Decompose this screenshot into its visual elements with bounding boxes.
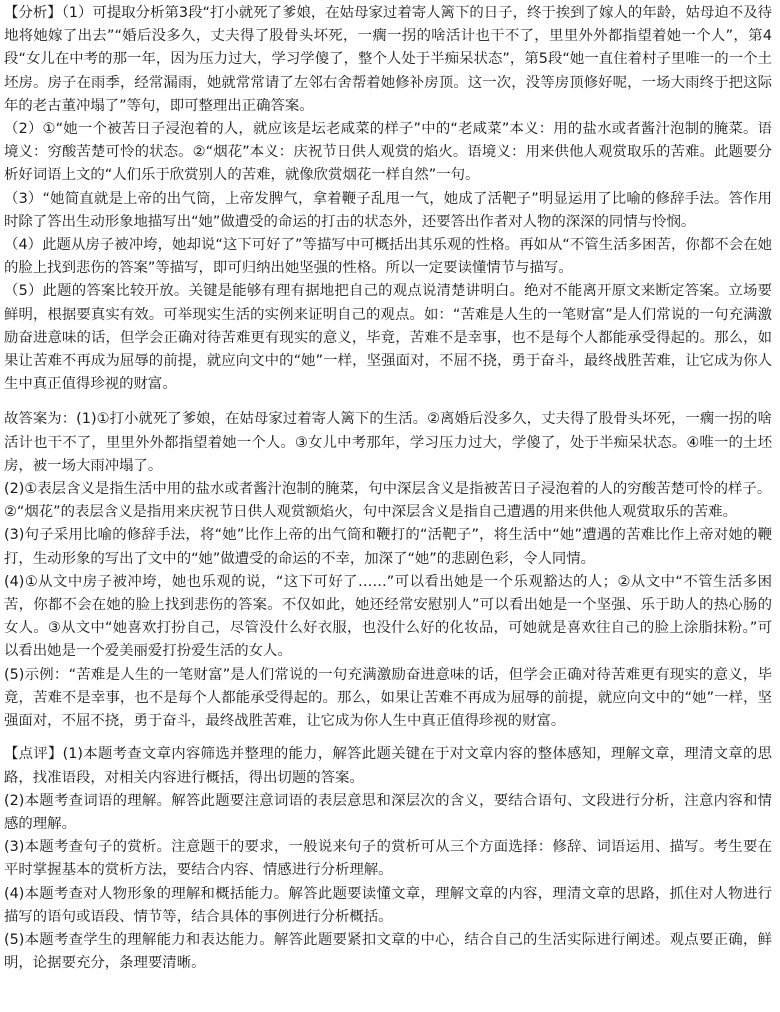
- analysis-paragraph-4: （4）此题从房子被冲垮，她却说“这下可好了”等描写中可概括出其乐观的性格。再如从“不管生活多困苦，你都不会在她的脸上找到悲伤的答案”等描写，即可归纳出她坚强的性格。所以一定要读懂情节与描写。: [4, 237, 772, 277]
- answer-paragraph-3: ②“烟花”的表层含义是指用来庆祝节日供人观赏额焰火，句中深层含义是指自己遭遇的用来供他人观赏取乐的苦难。: [4, 504, 737, 521]
- answer-paragraph-2: (2)①表层含义是指生活中用的盐水或者酱汁泡制的腌菜，句中深层含义是指被苦日子浸泡着的人的穷酸苦楚可怜的样子。: [4, 481, 772, 498]
- answer-paragraph-4: (3)句子采用比喻的修辞手法，将“她”比作上帝的出气筒和鞭打的“活靶子”，将生活中“她”遭遇的苦难比作上帝对她的鞭打，生动形象的写出了文中的“她”做遭受的命运的不幸，加深了“她”的悲剧色彩，令人同情。: [4, 527, 772, 567]
- review-paragraph-4: (4)本题考查对人物形象的理解和概括能力。解答此题要读懂文章，理解文章的内容，理清文章的思路，抓住对人物进行描写的语句或语段、情节等，结合具体的事例进行分析概括。: [4, 885, 772, 925]
- answer-paragraph-5: (4)①从文中房子被冲垮，她也乐观的说，“这下可好了……”可以看出她是一个乐观豁达的人；②从文中“不管生活多困苦，你都不会在她的脸上找到悲伤的答案。不仅如此，她还经常安慰别人”可以看出她是一个坚强、乐于助人的热心肠的女人。③从文中“她喜欢打扮自己，尽管没什么好衣服，也没什么好的化妆品，可她就是喜欢往自己的脸上涂脂抹粉。”可以看出她是一个爱美丽爱打扮爱生活的女人。: [4, 573, 772, 660]
- analysis-paragraph-1: 【分析】（1）可提取分析第3段“打小就死了爹娘，在姑母家过着寄人篱下的日子，终于挨到了嫁人的年龄，姑母迫不及待地将她嫁了出去”“婚后没多久，丈夫得了股骨头坏死，一瘸一拐的啥活计也干不了，里里外外都指望着她一个人”，第4段“女儿在中考的那一年，因为压力过大，学习学傻了，整个人处于半痴呆状态”，第5段“她一直住着村子里唯一的一个土坯房。房子在雨季，经常漏雨，她就常常请了左邻右舍帮着她修补房顶。这一次，没等房顶修好呢，一场大雨终于把这际年的老古董冲塌了”等句，即可整理出正确答案。: [4, 5, 772, 114]
- review-section: [4, 743, 772, 975]
- section-spacer: [4, 396, 772, 408]
- analysis-paragraph-2: （2）①“她一个被苦日子浸泡着的人，就应该是坛老咸菜的样子”中的“老咸菜”本义：用的盐水或者酱汁泡制的腌菜。语境义：穷酸苦楚可怜的状态。②“烟花”本义：庆祝节日供人观赏的焰火。语境义：用来供他人观赏取乐的苦难。此题要分析好词语上文的“人们乐于欣赏别人的苦难，就像欣赏烟花一样自然”一句。: [4, 121, 772, 184]
- analysis-paragraph-5: （5）此题的答案比较开放。关键是能够有理有据地把自己的观点说清楚讲明白。绝对不能离开原文来断定答案。立场要鲜明，根据要真实有效。可举现实生活的实例来证明自己的观点。如：“苦难是人生的一笔财富”是人们常说的一句充满激励奋进意味的话，但学会正确对待苦难更有现实的意义，毕竟，苦难不是幸事，也不是每个人都能承受得起的。那么，如果让苦难不再成为屈辱的前提，就应向文中的“她”一样，坚强面对，不屈不挠，勇于奋斗，最终战胜苦难，让它成为你人生中真正值得珍视的财富。: [4, 283, 772, 393]
- analysis-paragraph-3: （3）“她简直就是上帝的出气筒，上帝发脾气，拿着鞭子乱甩一气，她成了活靶子”明显运用了比喻的修辞手法。答作用时除了答出生动形象地描写出“她”做遭受的命运的打击的状态外，还要答出作者对人物的深深的同情与怜悯。: [4, 190, 772, 230]
- review-paragraph-5: (5)本题考查学生的理解能力和表达能力。解答此题要紧扣文章的中心，结合自己的生活实际进行阐述。观点要正确，鲜明，论据要充分，条理要清晰。: [4, 931, 772, 972]
- answer-paragraph-6: (5)示例：“苦难是人生的一笔财富”是人们常说的一句充满激励奋进意味的话，但学会正确对待苦难更有现实的意义，毕竟，苦难不是幸事，也不是每个人都能承受得起的。那么，如果让苦难不再成为屈辱的前提，就应向文中的“她”一样，坚强面对，不屈不挠，勇于奋斗，最终战胜苦难，让它成为你人生中真正值得珍视的财富。: [4, 666, 772, 730]
- review-paragraph-3: (3)本题考查句子的赏析。注意题干的要求，一般说来句子的赏析可从三个方面选择：修辞、词语运用、描写。考生要在平时掌握基本的赏析方法，要结合内容、情感进行分析理解。: [4, 839, 772, 879]
- answer-paragraph-1: 故答案为：(1)①打小就死了爹娘，在姑母家过着寄人篱下的生活。②离婚后没多久，丈夫得了股骨头坏死，一瘸一拐的啥活计也干不了，里里外外都指望着她一个人。③女儿中考那年，学习压力过大，学傻了，处于半痴呆状态。④唯一的土坯房，被一场大雨冲塌了。: [4, 411, 772, 474]
- section-spacer: [4, 733, 772, 743]
- review-paragraph-2: (2)本题考查词语的理解。解答此题要注意词语的表层意思和深层次的含义，要结合语句、文段进行分析，注意内容和情感的理解。: [4, 792, 772, 832]
- analysis-section: [4, 2, 772, 396]
- answer-section: [4, 408, 772, 733]
- review-paragraph-1: 【点评】(1)本题考查文章内容筛选并整理的能力，解答此题关键在于对文章内容的整体感知，理解文章，理清文章的思路，找准语段，对相关内容进行概括，得出切题的答案。: [4, 746, 772, 786]
